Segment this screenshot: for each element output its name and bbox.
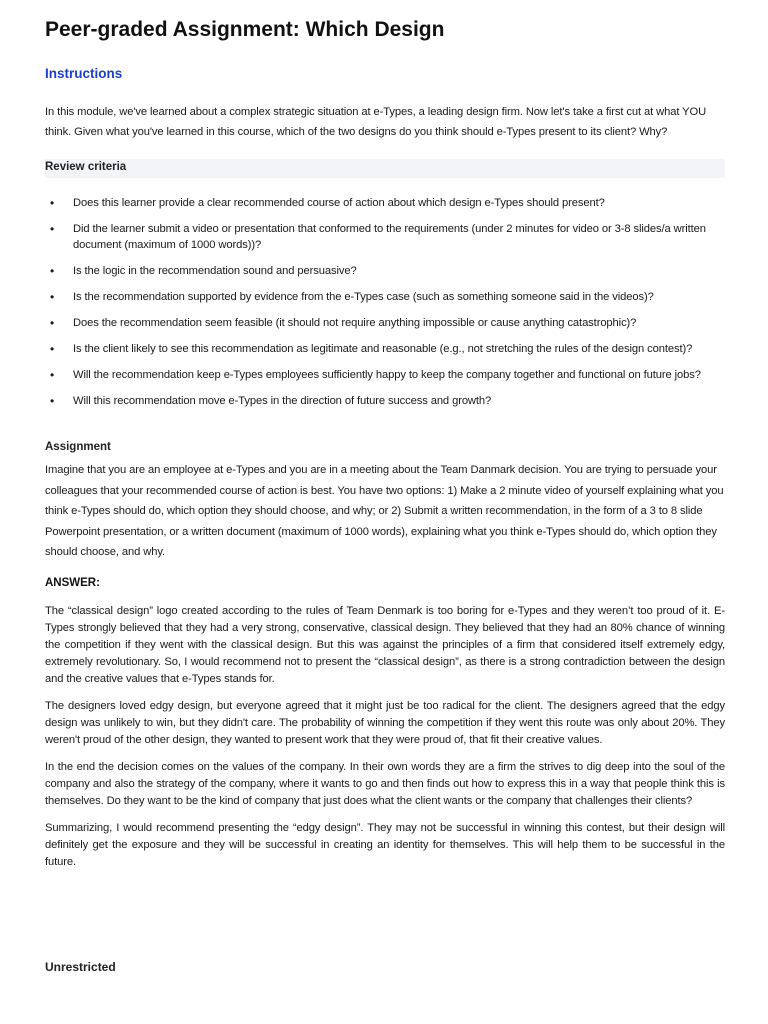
criteria-item-text: Will the recommendation keep e-Types employees sufficiently happy to keep the company together and functional on future jobs? <box>73 369 701 381</box>
bullet-icon: • <box>50 264 55 278</box>
bullet-icon: • <box>50 316 55 330</box>
assignment-heading: Assignment <box>45 441 111 453</box>
bullet-icon: • <box>50 196 55 210</box>
bullet-icon: • <box>50 222 55 236</box>
criteria-item <box>45 341 725 357</box>
criteria-item-text: Does the recommendation seem feasible (it should not require anything impossible or cause anything catastrophic)? <box>73 317 637 329</box>
bullet-icon: • <box>50 290 55 304</box>
assignment-body: Imagine that you are an employee at e-Types and you are in a meeting about the Team Danmark decision. You are trying to persuade your colleagues that your recommended course of action is best. You have two options: 1) Make a 2 minute video of yourself explaining what you think e-Types should do, which option they should choose, and why; or 2) Submit a written recommendation, in the form of a 3 to 8 slide Powerpoint presentation, or a written document (maximum of 1000 words), explaining what you think e-Types should do, which option they should choose, and why. <box>45 464 724 558</box>
criteria-item-text: Will this recommendation move e-Types in the direction of future success and growth? <box>73 395 492 407</box>
answer-paragraph: The “classical design” logo created according to the rules of Team Denmark is too boring for e-Types and they weren’t too proud of it. E-Types strongly believed that they had a very strong, conservative, classical design. They believed that they had an 80% chance of winning the competition if they went with the classical design. But this was against the principles of a firm that considered itself extremely edgy, extremely revolutionary. So, I would recommend not to present the “classical design”, as there is a strong contradiction between the design and the creative values that e-Types stands for. <box>45 605 725 685</box>
criteria-item-text: Did the learner submit a video or presentation that conformed to the requirements (under 2 minutes for video or 3-8 slides/a written document (maximum of 1000 words))? <box>73 223 706 251</box>
criteria-item-text: Is the recommendation supported by evidence from the e-Types case (such as something someone said in the videos)? <box>73 291 654 303</box>
review-criteria-list <box>45 195 725 419</box>
criteria-item-text: Is the client likely to see this recommendation as legitimate and reasonable (e.g., not stretching the rules of the design contest)? <box>73 343 693 355</box>
page-title: Peer-graded Assignment: Which Design <box>45 18 445 41</box>
bullet-icon: • <box>50 368 55 382</box>
instructions-body: In this module, we've learned about a complex strategic situation at e-Types, a leading design firm. Now let's take a first cut at what YOU think. Given what you've learned in this course, which of the two designs do you think should e-Types present to its client? Why? <box>45 106 707 138</box>
answer-paragraph: Summarizing, I would recommend presenting the “edgy design”. They may not be successful in winning this contest, but their design will definitely get the exposure and they will be successful in creating an identity for themselves. This will help them to be successful in the future. <box>45 822 725 868</box>
criteria-item <box>45 221 725 253</box>
answer-section <box>45 603 725 881</box>
answer-paragraph: The designers loved edgy design, but everyone agreed that it might just be too radical for the client. The designers agreed that the edgy design was unlikely to win, but they didn't care. The probability of winning the competition if they went this route was only about 20%. They weren't proud of the other design, they wanted to present work that they were proud of, that fit their creative values. <box>45 700 725 746</box>
instructions-heading: Instructions <box>45 66 123 81</box>
answer-paragraph: In the end the decision comes on the values of the company. In their own words they are a firm the strives to dig deep into the soul of the company and also the strategy of the company, where it wants to go and then finds out how to express this in a way that people think this is themselves. Do they want to be the kind of company that just does what the client wants or the company that challenges their clients? <box>45 761 725 807</box>
criteria-item <box>45 289 725 305</box>
classification-label: Unrestricted <box>45 960 116 974</box>
criteria-item <box>45 315 725 331</box>
answer-heading: ANSWER: <box>45 577 100 589</box>
criteria-item <box>45 263 725 279</box>
criteria-item-text: Is the logic in the recommendation sound and persuasive? <box>73 265 357 277</box>
criteria-item <box>45 393 725 409</box>
review-criteria-bar <box>45 159 725 178</box>
criteria-item <box>45 367 725 383</box>
bullet-icon: • <box>50 342 55 356</box>
review-criteria-heading: Review criteria <box>45 161 127 173</box>
criteria-item <box>45 195 725 211</box>
bullet-icon: • <box>50 394 55 408</box>
criteria-item-text: Does this learner provide a clear recommended course of action about which design e-Types should present? <box>73 197 605 209</box>
